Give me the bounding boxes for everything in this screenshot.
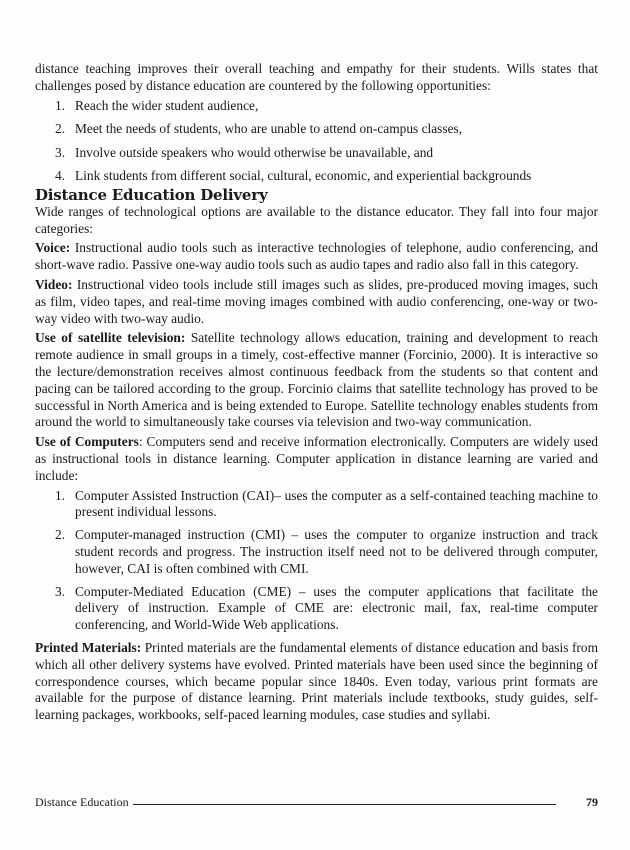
list-item: 3. Computer-Mediated Education (CME) – uses the computer applications that facilitate the delivery of instruction. Example of CME are: electronic mail, fax, real-time computer conferencing, and World-Wide Web applications. bbox=[55, 583, 598, 633]
section-heading: Distance Education Delivery bbox=[35, 185, 268, 204]
list-item: 2. Computer-managed instruction (CMI) – uses the computer to organize instruction and track student records and progress. The instruction itself need not to be delivered through computer, however, CAI is often combined with CMI. bbox=[55, 527, 598, 576]
computer-applications-list bbox=[35, 488, 598, 634]
video-paragraph: Video: Instructional video tools include still images such as slides, pre-produced moving images, such as film, video tapes, and real-time moving images combined with audio conferencing, one-way or two-way video with two-way audio. bbox=[35, 277, 598, 326]
running-footer-title: Distance Education bbox=[35, 795, 129, 809]
satellite-label: Use of satellite television: bbox=[35, 330, 186, 346]
list-item: 1. Computer Assisted Instruction (CAI)– uses the computer as a self-contained teaching machine to present individual lessons. bbox=[55, 487, 598, 520]
list-item: 3. Involve outside speakers who would otherwise be unavailable, and bbox=[55, 144, 434, 160]
footer-rule bbox=[133, 804, 556, 805]
video-label: Video: bbox=[35, 277, 73, 293]
computers-label: Use of Computers bbox=[35, 434, 139, 450]
page-footer bbox=[35, 795, 598, 810]
list-item: 2. Meet the needs of students, who are unable to attend on-campus classes, bbox=[55, 121, 463, 137]
section-intro: Wide ranges of technological options are available to the distance educator. They fall into four major categories: bbox=[35, 203, 598, 236]
list-item: 4. Link students from different social, cultural, economic, and experiential backgrounds bbox=[55, 168, 532, 184]
intro-paragraph: distance teaching improves their overall teaching and empathy for their students. Wills states that challenges posed by distance education are countered by the following opportunities: bbox=[35, 61, 598, 93]
list-item: 1. Reach the wider student audience, bbox=[55, 97, 259, 113]
printed-label: Printed Materials: bbox=[35, 639, 142, 655]
voice-paragraph: Voice: Instructional audio tools such as interactive technologies of telephone, audio conferencing, and short-wave radio. Passive one-way audio tools such as audio tapes and radio also fall in this category. bbox=[35, 240, 598, 273]
satellite-paragraph: Use of satellite television: Satellite technology allows education, training and development to reach remote audience in small groups in a timely, cost-effective manner (Forcinio, 2000). It is interactive so the lecture/demonstration receives almost continuous feedback from the students so that content and pacing can be tailored according to the group. Forcinio claims that satellite technology has proved to be successful in North America and is being extended to Europe. Satellite technology enables students from around the world to simultaneously take courses via television and two-way communication. bbox=[35, 330, 598, 430]
page-body bbox=[35, 61, 598, 727]
voice-label: Voice: bbox=[35, 240, 71, 256]
computers-paragraph: Use of Computers: Computers send and receive information electronically. Computers are widely used as instructional tools in distance learning. Computer application in distance learning are varied and include: bbox=[35, 434, 599, 483]
printed-paragraph: Printed Materials: Printed materials are the fundamental elements of distance education and basis from which all other delivery systems have evolved. Printed materials have been used since the beginning of correspondence courses, which became popular since 1840s. Even today, various print formats are available for the purpose of distance learning. Print materials include textbooks, study guides, self-learning packages, workbooks, self-paced learning modules, case studies and syllabi. bbox=[35, 639, 598, 723]
opportunities-list bbox=[35, 98, 598, 185]
page-number: 79 bbox=[586, 795, 598, 809]
